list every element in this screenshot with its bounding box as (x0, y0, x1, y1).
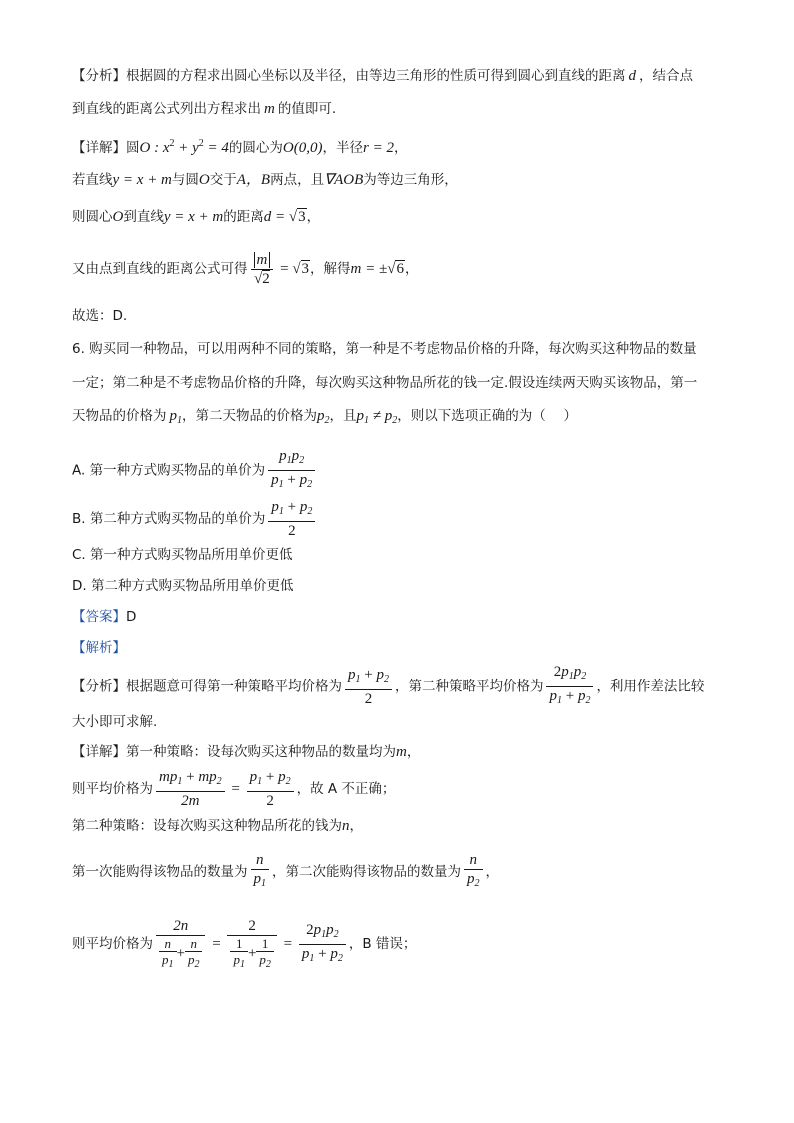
sqrt-3: √3 (288, 209, 306, 225)
question-6-line-2: 一定；第二种是不考虑物品价格的升降，每次购买这种物品所花的钱一定.假设连续两天购买该物品，第一 (72, 375, 698, 391)
analysis-2-line-1: 【分析】根据题意可得第一种策略平均价格为 $\frac{p_1 + p_2}{2}$ ，第二种策略平均价格为 $\frac{2p_1p_2}{p_1 + p_2}$ ，利用作差法比较 (72, 664, 705, 707)
detail-distance: 则圆心O到直线y = x + m的距离d = √3， (72, 209, 321, 225)
detail-circle: 【详解】圆O : $x^2 + y^2 = 4$的圆心为O(0,0)，半径r = 2， (72, 138, 408, 156)
option-D: D. 第二种方式购买物品所用单价更低 (72, 578, 294, 594)
analysis-line-2: 到直线的距离公式列出方程求出 m 的值即可. (72, 101, 337, 117)
detail-average-2: 则平均价格为 2n $\frac{n}{p_1}$ + $\frac{n}{p_2}$ = 2 $\frac{1}{p_1}$ + $\frac{1}{p_2}$ = $\frac{2p_1p_2}{p_1 + p_2}$ ，B 错误； (72, 917, 417, 970)
detail-tag: 【详解】 (72, 140, 126, 156)
option-A: A. 第一种方式购买物品的单价为 $\frac{p_1p_2}{p_1 + p_2}$ (72, 447, 318, 494)
option-C: C. 第一种方式购买物品所用单价更低 (72, 547, 293, 563)
fraction-abs-m-over-sqrt2: $\frac{m}{√2}$ (251, 251, 274, 288)
detail-quantities: 第一次能购得该物品的数量为 $\frac{n}{p_1}$ ，第二次能购得该物品的数量为 $\frac{n}{p_2}$ ， (72, 852, 499, 889)
detail-distance-formula: 又由点到直线的距离公式可得 $\frac{m}{√2}$ = √3，解得m = ±√6， (72, 251, 419, 287)
choose-answer: 故选：D. (72, 308, 128, 324)
question-6-line-3: 天物品的价格为 $p_1$，第二天物品的价格为$p_2$，且$p_1 \ne p_2$，则以下选项正确的为（ ） (72, 408, 578, 426)
analysis-line-1: 【分析】根据圆的方程求出圆心坐标以及半径，由等边三角形的性质可得到圆心到直线的距离 d ，结合点 (72, 68, 693, 84)
jiexi-heading: 【解析】 (72, 640, 126, 656)
question-6-line-1: 6. 购买同一种物品，可以用两种不同的策略，第一种是不考虑物品价格的升降，每次购买这种物品的数量 (72, 341, 697, 357)
option-B: B. 第二种方式购买物品的单价为 $\frac{p_1 + p_2}{2}$ (72, 498, 318, 540)
detail-strategy-1: 【详解】第一种策略：设每次购买这种物品的数量均为m， (72, 744, 421, 760)
detail-strategy-2: 第二种策略：设每次购买这种物品所花的钱为n， (72, 818, 363, 834)
analysis-tag: 【分析】 (72, 68, 126, 84)
answer-line: 【答案】D (72, 609, 137, 625)
detail-line-intersect: 若直线y = x + m与圆O交于A，B两点，且∇AOB为等边三角形， (72, 172, 458, 188)
analysis-2-line-2: 大小即可求解. (72, 714, 158, 730)
detail-average-1: 则平均价格为 $\frac{mp_1 + mp_2}{2m}$ = $\frac{p_1 + p_2}{2}$ ，故 A 不正确； (72, 769, 396, 809)
